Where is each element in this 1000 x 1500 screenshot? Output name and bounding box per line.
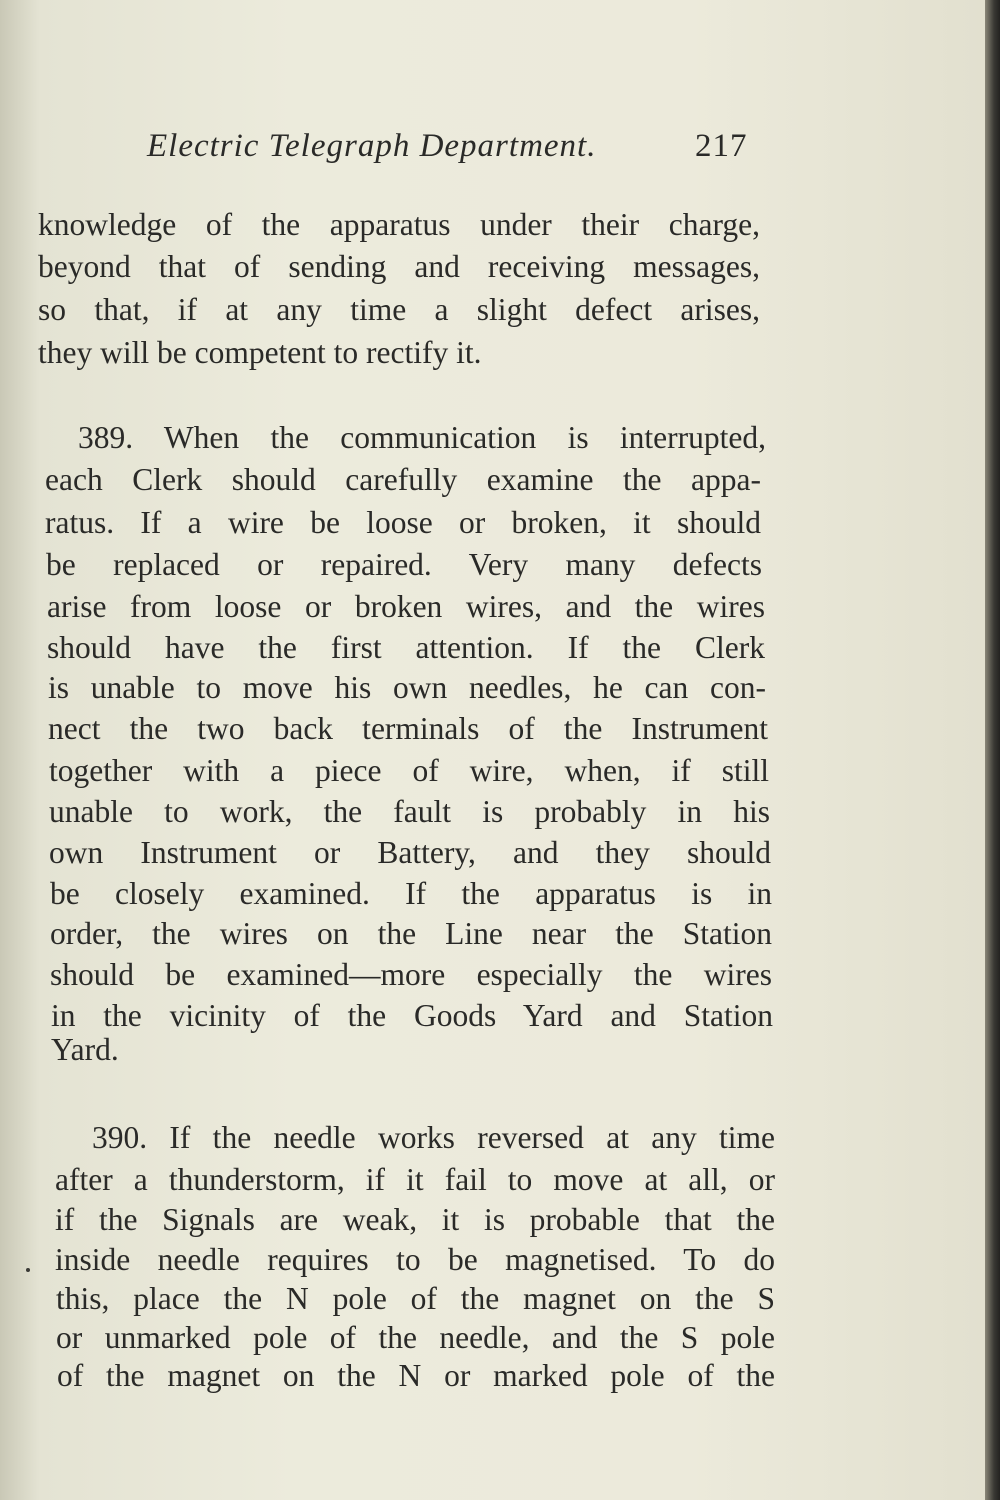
text-line: so that, if at any time a slight defect arises, <box>38 292 760 327</box>
text-line: unable to work, the fault is probably in his <box>49 794 770 829</box>
text-line: should have the first attention. If the Clerk <box>47 630 765 665</box>
text-line: is unable to move his own needles, he can con- <box>48 670 766 705</box>
text-line: in the vicinity of the Goods Yard and Station <box>51 998 773 1033</box>
running-head-title: Electric Telegraph Department. <box>147 128 597 164</box>
page-edge-shadow <box>985 0 1000 1500</box>
text-line: should be examined—more especially the wires <box>50 957 772 992</box>
text-line: they will be competent to rectify it. <box>38 335 482 370</box>
text-line: beyond that of sending and receiving messages, <box>38 249 760 284</box>
text-line: arise from loose or broken wires, and the wires <box>47 589 765 624</box>
text-line: after a thunderstorm, if it fail to move at all, or <box>55 1162 775 1197</box>
text-line: nect the two back terminals of the Instrument <box>48 711 768 746</box>
text-line: inside needle requires to be magnetised. To do <box>55 1242 775 1277</box>
text-line: of the magnet on the N or marked pole of the <box>57 1358 775 1393</box>
text-line: if the Signals are weak, it is probable that the <box>55 1202 775 1237</box>
text-line: order, the wires on the Line near the Station <box>50 916 772 951</box>
text-line: 390. If the needle works reversed at any time <box>92 1120 775 1155</box>
text-line: Yard. <box>51 1032 119 1067</box>
page-number: 217 <box>695 128 748 164</box>
running-head <box>0 122 985 172</box>
text-line: ratus. If a wire be loose or broken, it should <box>45 505 761 540</box>
text-line: be replaced or repaired. Very many defects <box>46 547 762 582</box>
text-line: knowledge of the apparatus under their charge, <box>38 207 760 242</box>
text-line: be closely examined. If the apparatus is in <box>50 876 772 911</box>
text-line: or unmarked pole of the needle, and the S pole <box>56 1320 775 1355</box>
text-line: this, place the N pole of the magnet on the S <box>56 1281 775 1316</box>
text-line: 389. When the communication is interrupted, <box>78 420 766 455</box>
text-line: each Clerk should carefully examine the appa- <box>45 462 761 497</box>
text-line: own Instrument or Battery, and they should <box>49 835 771 870</box>
text-line: together with a piece of wire, when, if still <box>49 753 769 788</box>
ink-speck <box>26 1268 30 1272</box>
